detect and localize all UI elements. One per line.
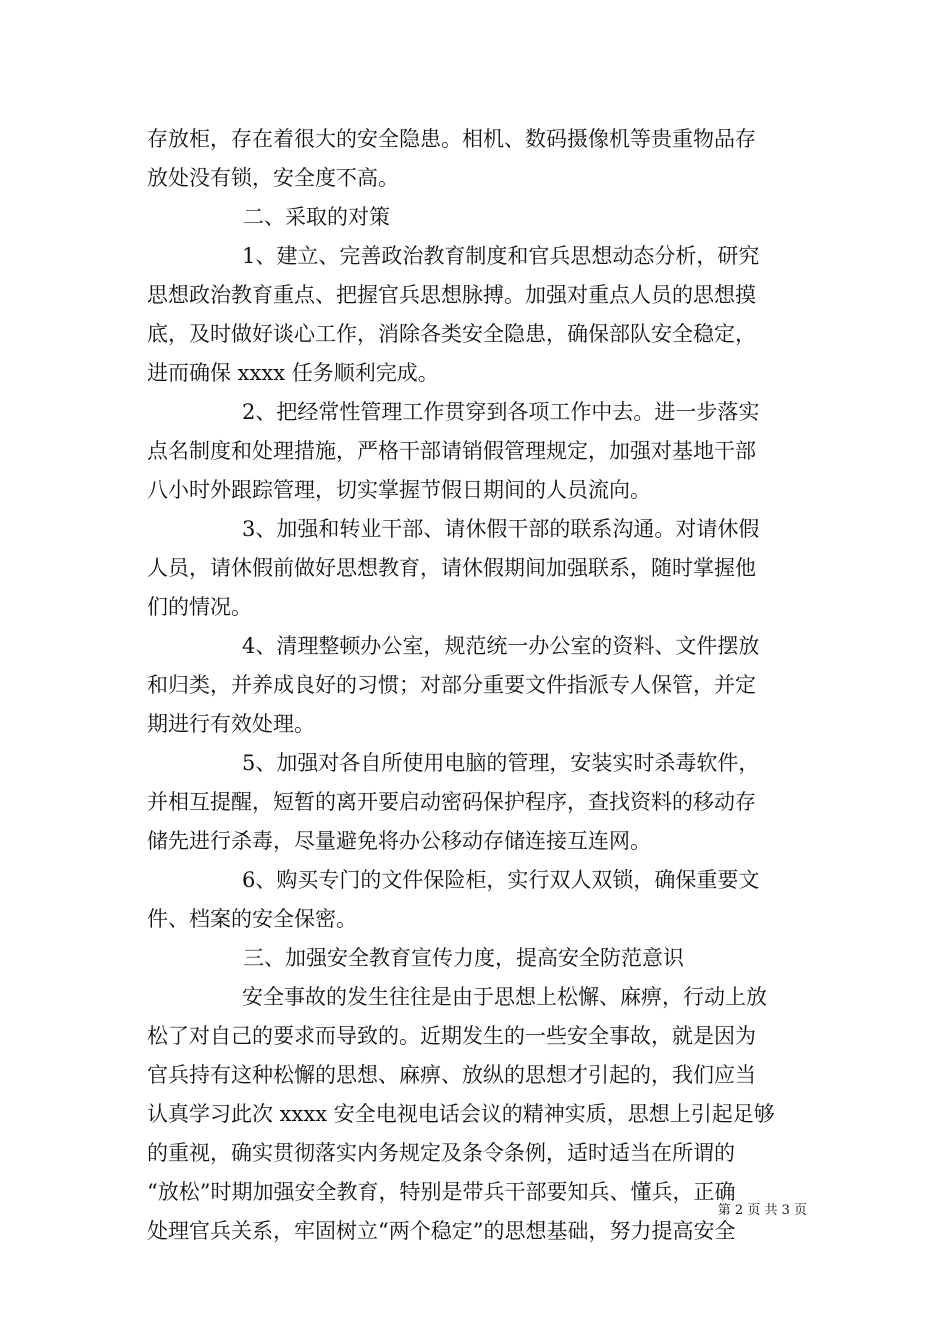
text-line: 人员，请休假前做好思想教育，请休假期间加强联系，随时掌握他	[147, 556, 756, 580]
section-heading: 二、采取的对策	[243, 205, 390, 229]
text-line: 松了对自己的要求而导致的。近期发生的一些安全事故，就是因为	[147, 1024, 756, 1048]
text-line: 认真学习此次 xxxx 安全电视电话会议的精神实质，思想上引起足够	[147, 1102, 775, 1126]
text-line: 4、清理整顿办公室，规范统一办公室的资料、文件摆放	[242, 634, 760, 658]
text-line: 思想政治教育重点、把握官兵思想脉搏。加强对重点人员的思想摸	[147, 283, 756, 307]
text-line: 3、加强和转业干部、请休假干部的联系沟通。对请休假	[242, 517, 760, 541]
text-line: 处理官兵关系，牢固树立“两个稳定”的思想基础，努力提高安全	[147, 1219, 736, 1243]
section-heading: 三、加强安全教育宣传力度，提高安全防范意识	[243, 946, 684, 970]
text-line: 期进行有效处理。	[147, 712, 315, 736]
text-line: 八小时外跟踪管理，切实掌握节假日期间的人员流向。	[147, 478, 651, 502]
text-line: 进而确保 xxxx 任务顺利完成。	[147, 361, 439, 385]
text-line: “放松”时期加强安全教育，特别是带兵干部要知兵、懂兵，正确	[147, 1180, 736, 1204]
text-line: 放处没有锁，安全度不高。	[147, 166, 399, 190]
text-line: 2、把经常性管理工作贯穿到各项工作中去。进一步落实	[242, 400, 760, 424]
text-line: 6、购买专门的文件保险柜，实行双人双锁，确保重要文	[242, 868, 760, 892]
text-line: 底，及时做好谈心工作，消除各类安全隐患，确保部队安全稳定，	[147, 322, 756, 346]
text-line: 官兵持有这种松懈的思想、麻痹、放纵的思想才引起的，我们应当	[147, 1063, 756, 1087]
text-line: 存放柜，存在着很大的安全隐患。相机、数码摄像机等贵重物品存	[147, 127, 756, 151]
text-line: 点名制度和处理措施，严格干部请销假管理规定，加强对基地干部	[147, 439, 756, 463]
page-number-footer: 第 2 页 共 3 页	[717, 1203, 807, 1218]
text-line: 和归类，并养成良好的习惯；对部分重要文件指派专人保管，并定	[147, 673, 756, 697]
text-line: 5、加强对各自所使用电脑的管理，安装实时杀毒软件，	[242, 751, 760, 775]
text-line: 并相互提醒，短暂的离开要启动密码保护程序，查找资料的移动存	[147, 790, 756, 814]
text-line: 1、建立、完善政治教育制度和官兵思想动态分析，研究	[242, 244, 760, 268]
text-line: 的重视，确实贯彻落实内务规定及条令条例，适时适当在所谓的	[147, 1141, 735, 1165]
document-body	[147, 120, 805, 1251]
text-line: 件、档案的安全保密。	[147, 907, 357, 931]
text-line: 们的情况。	[147, 595, 252, 619]
text-line: 安全事故的发生往往是由于思想上松懈、麻痹，行动上放	[242, 985, 767, 1009]
text-line: 储先进行杀毒，尽量避免将办公移动存储连接互连网。	[147, 829, 651, 853]
